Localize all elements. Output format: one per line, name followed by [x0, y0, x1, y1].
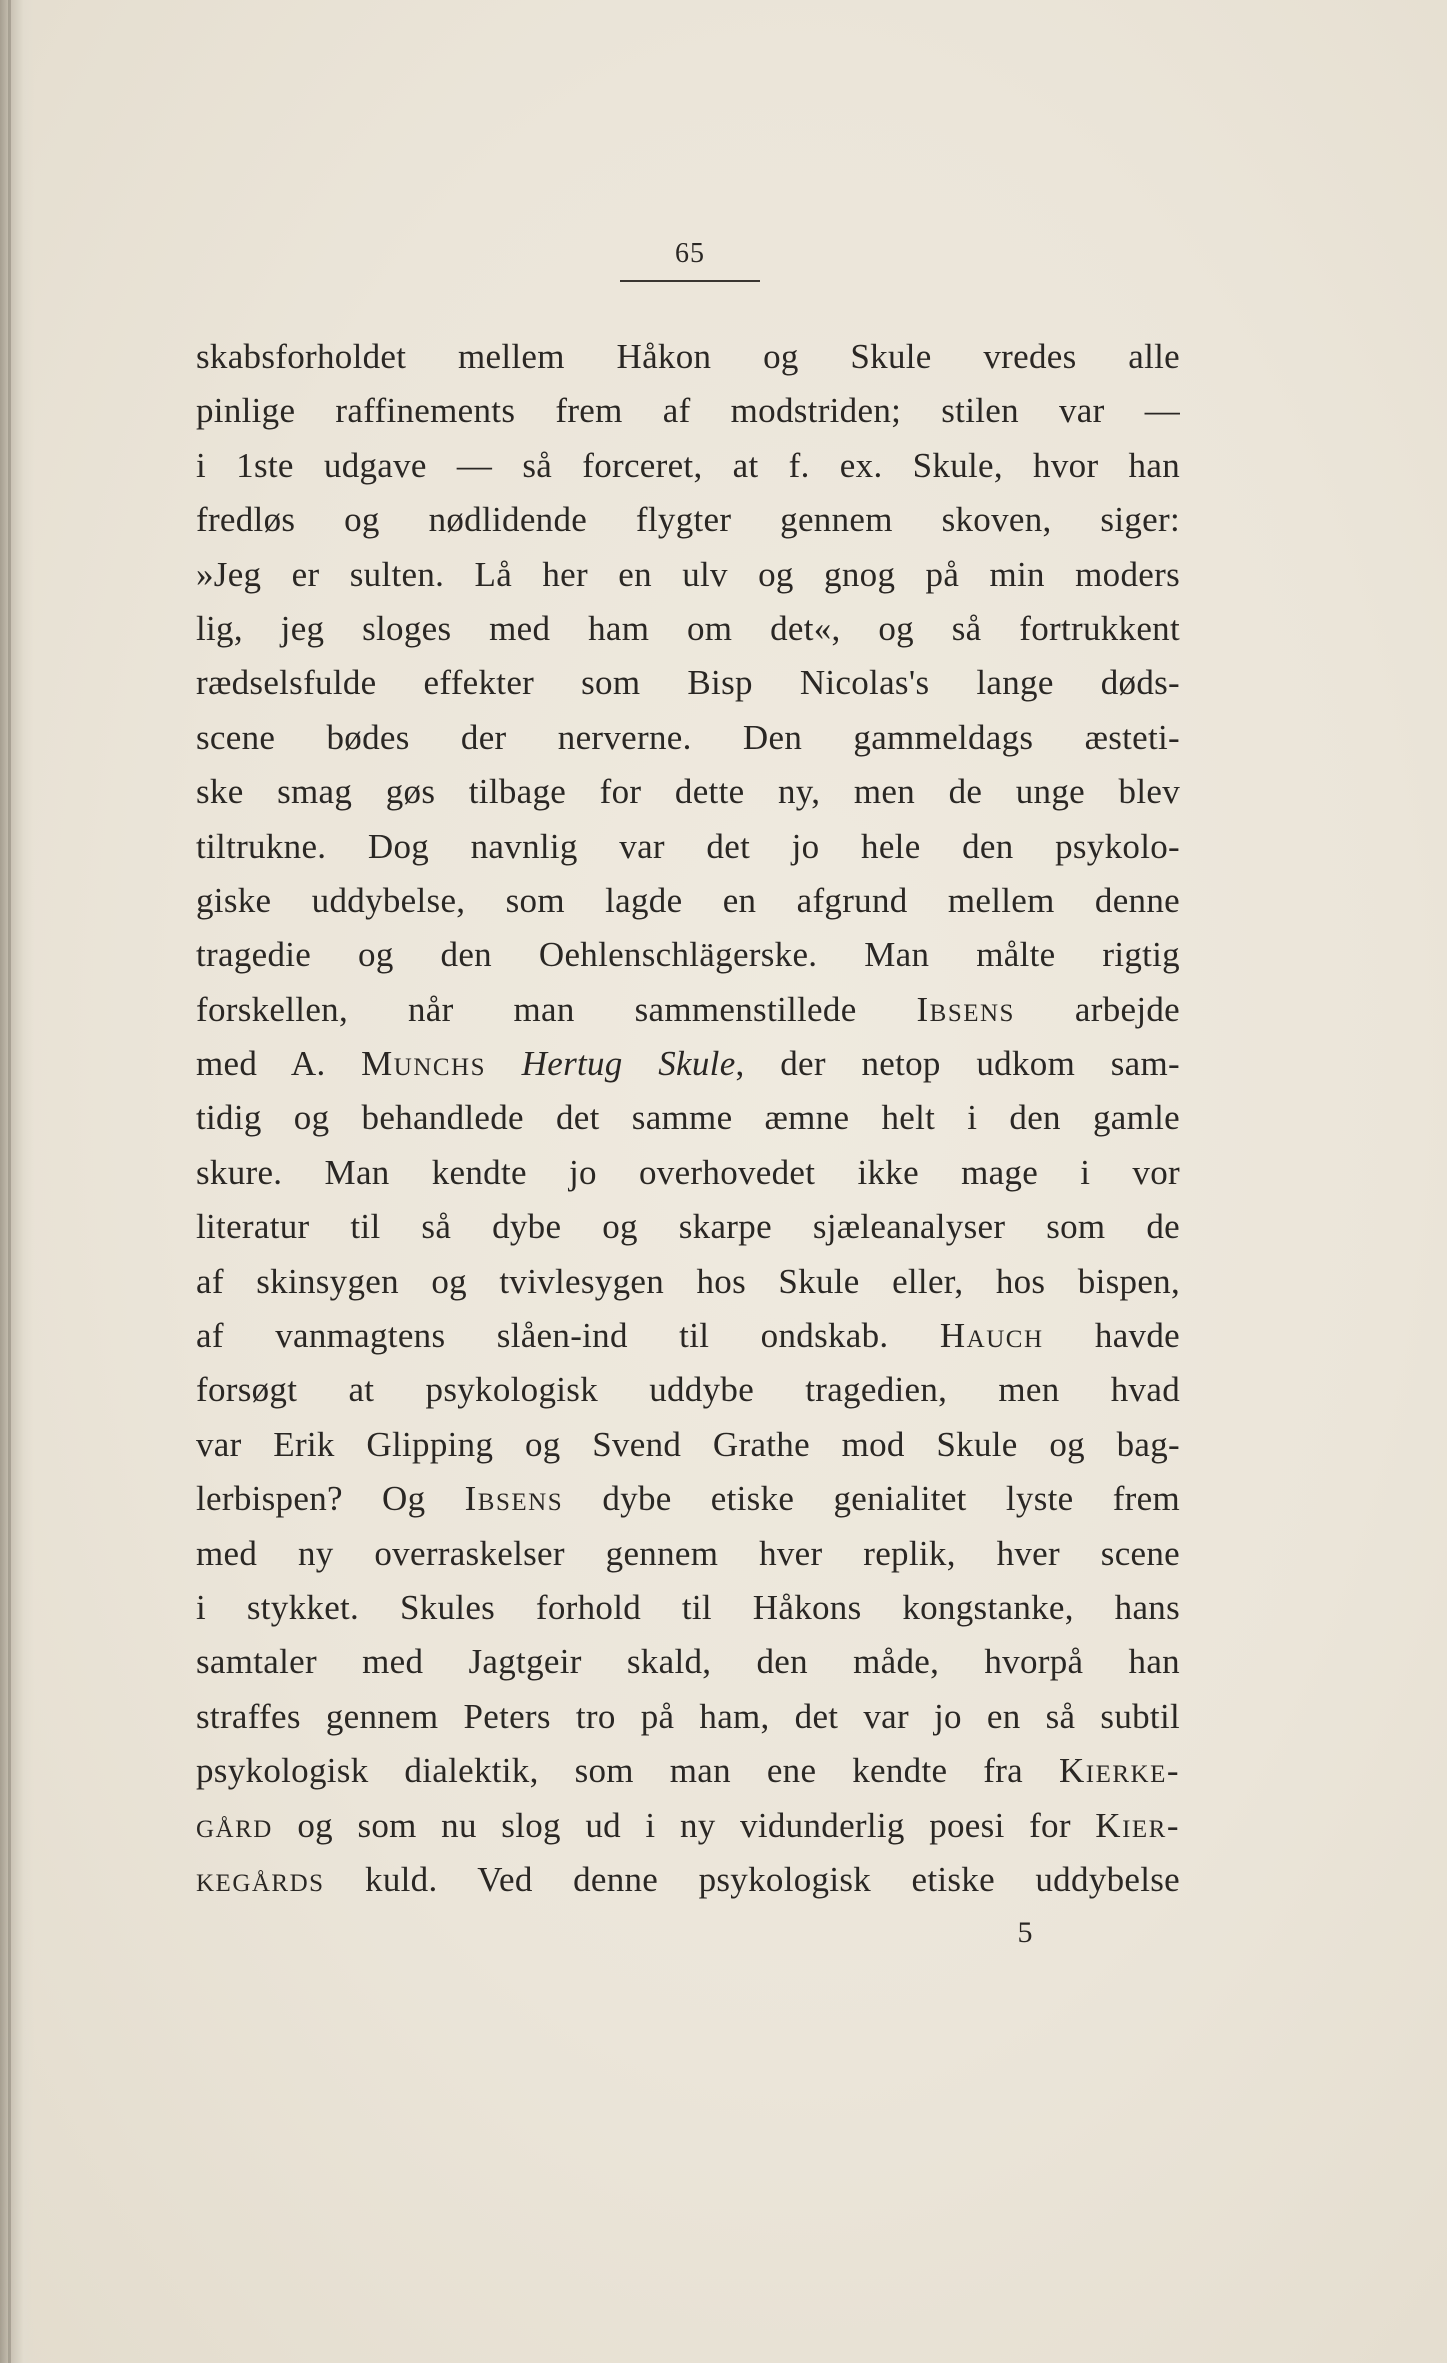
text-line: [196, 820, 1180, 874]
text-line: [196, 1363, 1180, 1417]
text-segment: af skinsygen og tvivlesygen hos Skule eller, hos bispen,: [196, 1261, 1180, 1301]
text-line: [196, 1472, 1180, 1526]
text-segment: straffes gennem Peters tro på ham, det var jo en så subtil: [196, 1696, 1180, 1736]
text-segment: lig, jeg sloges med ham om det«, og så fortrukkent: [196, 608, 1180, 648]
small-caps-name: Hauch: [939, 1316, 1044, 1356]
text-line: [196, 1799, 1180, 1853]
small-caps-name: Munchs: [361, 1044, 487, 1084]
text-segment: forsøgt at psykologisk uddybe tragedien, men hvad: [196, 1370, 1180, 1410]
binding-edge: [8, 0, 11, 2363]
small-caps-name: Kier-: [1095, 1805, 1180, 1845]
text-line: [196, 1690, 1180, 1744]
signature-mark: 5: [1017, 1916, 1033, 1949]
text-line: [196, 928, 1180, 982]
text-segment: tragedie og den Oehlenschlägerske. Man målte rigtig: [196, 935, 1180, 975]
italic-title: Hertug Skule: [521, 1044, 736, 1084]
text-line: [196, 874, 1180, 928]
text-line: [196, 493, 1180, 547]
small-caps-name: Ibsens: [916, 989, 1015, 1029]
text-segment: af vanmagtens slåen-ind til ondskab.: [196, 1316, 940, 1356]
text-segment: pinlige raffinements frem af modstriden; stilen var —: [196, 391, 1180, 431]
text-segment: lerbispen? Og: [196, 1479, 465, 1519]
text-segment: »Jeg er sulten. Lå her en ulv og gnog på min moders: [196, 554, 1180, 594]
text-line: [196, 983, 1180, 1037]
small-caps-name: Kierke-: [1058, 1751, 1180, 1791]
text-line: [196, 656, 1180, 710]
text-segment: tiltrukne. Dog navnlig var det jo hele den psykolo-: [196, 826, 1180, 866]
text-line: [196, 1255, 1180, 1309]
text-segment: tidig og behandlede det samme æmne helt i den gamle: [196, 1098, 1180, 1138]
text-segment: med A.: [196, 1044, 362, 1084]
text-segment: samtaler med Jagtgeir skald, den måde, hvorpå han: [196, 1642, 1180, 1682]
text-segment: fredløs og nødlidende flygter gennem skoven, siger:: [196, 500, 1180, 540]
text-line: [196, 330, 1180, 384]
text-segment: , der netop udkom sam-: [735, 1044, 1180, 1084]
text-line: [196, 765, 1180, 819]
body-text: [196, 330, 1180, 1907]
small-caps-name: Ibsens: [464, 1479, 564, 1519]
text-segment: literatur til så dybe og skarpe sjæleanalyser som de: [196, 1207, 1180, 1247]
text-line: [196, 1309, 1180, 1363]
text-line: [196, 1853, 1180, 1907]
text-line: [196, 1744, 1180, 1798]
small-caps-name: gård: [196, 1805, 273, 1845]
text-line: [196, 548, 1180, 602]
text-line: [196, 1037, 1180, 1091]
text-segment: med ny overraskelser gennem hver replik, hver scene: [196, 1533, 1180, 1573]
text-line: [196, 384, 1180, 438]
text-line: [196, 602, 1180, 656]
text-segment: og som nu slog ud i ny vidunderlig poesi for: [272, 1805, 1096, 1845]
text-segment: [486, 1044, 522, 1083]
text-segment: i stykket. Skules forhold til Håkons kongstanke, hans: [196, 1587, 1180, 1627]
text-line: [196, 1091, 1180, 1145]
text-segment: ske smag gøs tilbage for dette ny, men de unge blev: [196, 772, 1180, 812]
text-line: [196, 1581, 1180, 1635]
small-caps-name: kegårds: [196, 1859, 325, 1899]
text-line: [196, 1527, 1180, 1581]
text-segment: rædselsfulde effekter som Bisp Nicolas's lange døds-: [196, 663, 1180, 703]
page-number-rule: [620, 280, 760, 282]
text-line: [196, 439, 1180, 493]
text-segment: var Erik Glipping og Svend Grathe mod Skule og bag-: [196, 1424, 1180, 1464]
text-line: [196, 1146, 1180, 1200]
text-segment: scene bødes der nerverne. Den gammeldags æsteti-: [196, 717, 1180, 757]
text-segment: giske uddybelse, som lagde en afgrund mellem denne: [196, 880, 1180, 920]
text-segment: forskellen, når man sammenstillede: [196, 989, 917, 1029]
binding-shadow: [0, 0, 34, 2363]
text-segment: skure. Man kendte jo overhovedet ikke mage i vor: [196, 1152, 1180, 1192]
text-segment: i 1ste udgave — så forceret, at f. ex. Skule, hvor han: [196, 445, 1180, 485]
text-segment: havde: [1043, 1316, 1180, 1356]
text-line: [196, 1635, 1180, 1689]
text-segment: kuld. Ved denne psykologisk etiske uddybelse: [324, 1859, 1180, 1899]
text-segment: psykologisk dialektik, som man ene kendte fra: [196, 1751, 1059, 1791]
text-line: [196, 1418, 1180, 1472]
text-line: [196, 1200, 1180, 1254]
text-line: [196, 711, 1180, 765]
text-segment: arbejde: [1014, 989, 1180, 1029]
page-number: 65: [675, 238, 705, 269]
text-segment: dybe etiske genialitet lyste frem: [563, 1479, 1180, 1519]
text-segment: skabsforholdet mellem Håkon og Skule vredes alle: [196, 337, 1180, 376]
